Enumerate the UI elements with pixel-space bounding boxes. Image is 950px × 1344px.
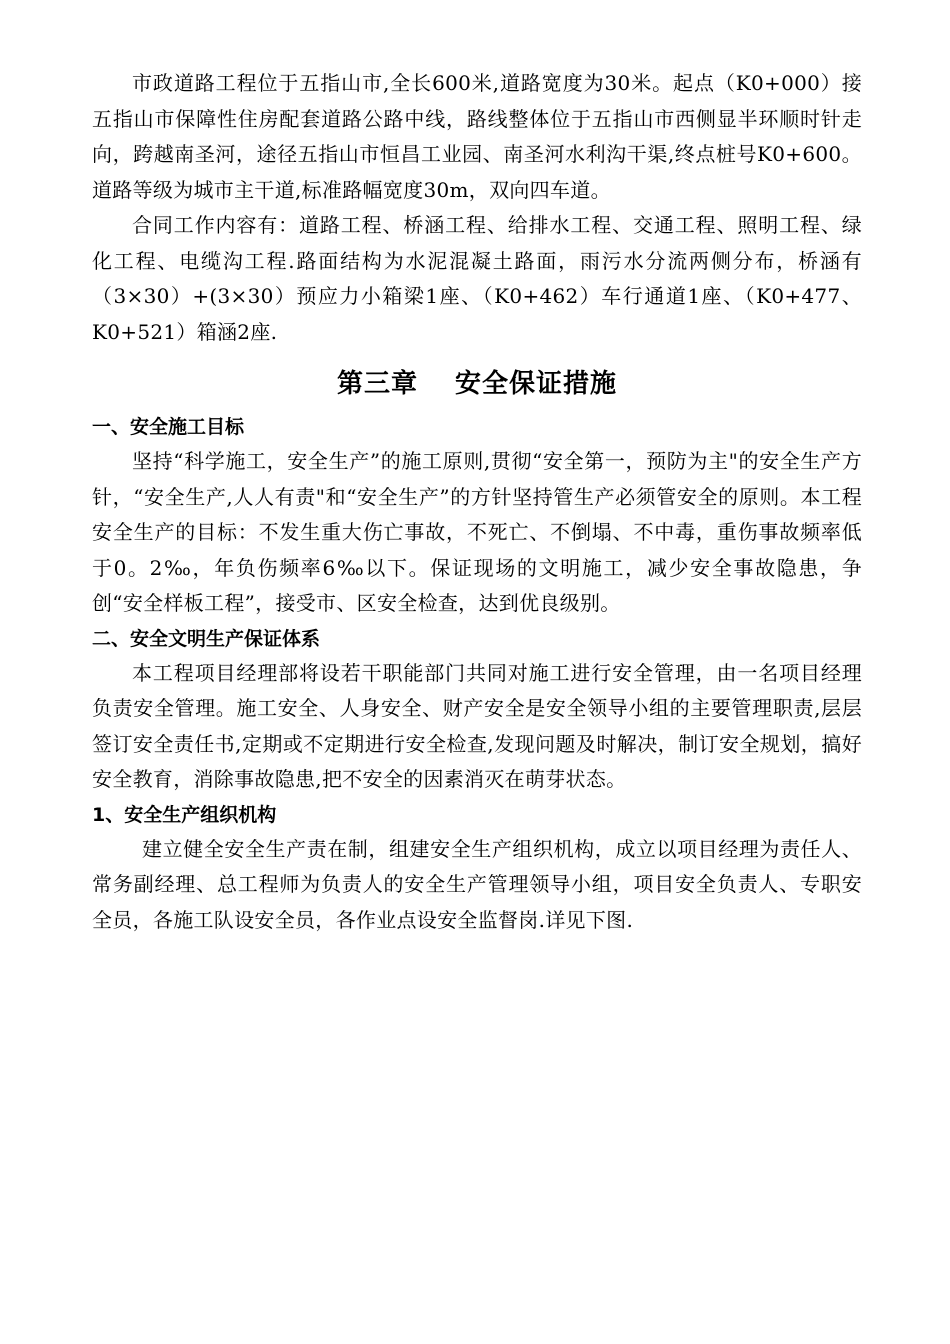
section-body-safety-goals: 坚持“科学施工，安全生产”的施工原则,贯彻“安全第一，预防为主"的安全生产方针，“安全生产,人人有责"和“安全生产”的方针坚持管生产必须管安全的原则。本工程安全生产的目标：不发生重大伤亡事故，不死亡、不倒塌、不中毒，重伤事故频率低于0。2‰，年负伤频率6‰以下。保证现场的文明施工，减少安全事故隐患，争创“安全样板工程”，接受市、区安全检查，达到优良级别。 xyxy=(92,449,862,615)
section-heading-safety-goals: 一、安全施工目标 xyxy=(92,416,245,438)
section-body-safety-system: 本工程项目经理部将设若干职能部门共同对施工进行安全管理，由一名项目经理负责安全管理。施工安全、人身安全、财产安全是安全领导小组的主要管理职责,层层签订安全责任书,定期或不定期进行安全检查,发现问题及时解决，制订安全规划，搞好安全教育，消除事故隐患,把不安全的因素消灭在萌芽状态。 xyxy=(92,660,862,791)
chapter-title: 第三章 安全保证措施 xyxy=(336,369,618,399)
intro-paragraph-1: 市政道路工程位于五指山市,全长600米,道路宽度为30米。起点（K0+000）接五指山市保障性住房配套道路公路中线，路线整体位于五指山市西侧显半环顺时针走向，跨越南圣河，途径五指山市恒昌工业园、南圣河水利沟干渠,终点桩号K0+600。道路等级为城市主干道,标准路幅宽度30m，双向四车道。 xyxy=(92,71,862,202)
section-heading-safety-system: 二、安全文明生产保证体系 xyxy=(92,627,321,650)
document-page xyxy=(92,66,862,938)
subsection-body-organization: 建立健全安全生产责在制，组建安全生产组织机构，成立以项目经理为责任人、常务副经理、总工程师为负责人的安全生产管理领导小组，项目安全负责人、专职安全员，各施工队设安全员，各作业点设安全监督岗.详见下图. xyxy=(92,836,862,932)
intro-paragraph-2: 合同工作内容有：道路工程、桥涵工程、给排水工程、交通工程、照明工程、绿化工程、电缆沟工程.路面结构为水泥混凝土路面，雨污水分流两侧分布，桥涵有（3×30）+(3×30）预应力小箱梁1座、（K0+462）车行通道1座、（K0+477、K0+521）箱涵2座. xyxy=(92,213,862,344)
subsection-heading-organization: 1、安全生产组织机构 xyxy=(92,803,277,826)
